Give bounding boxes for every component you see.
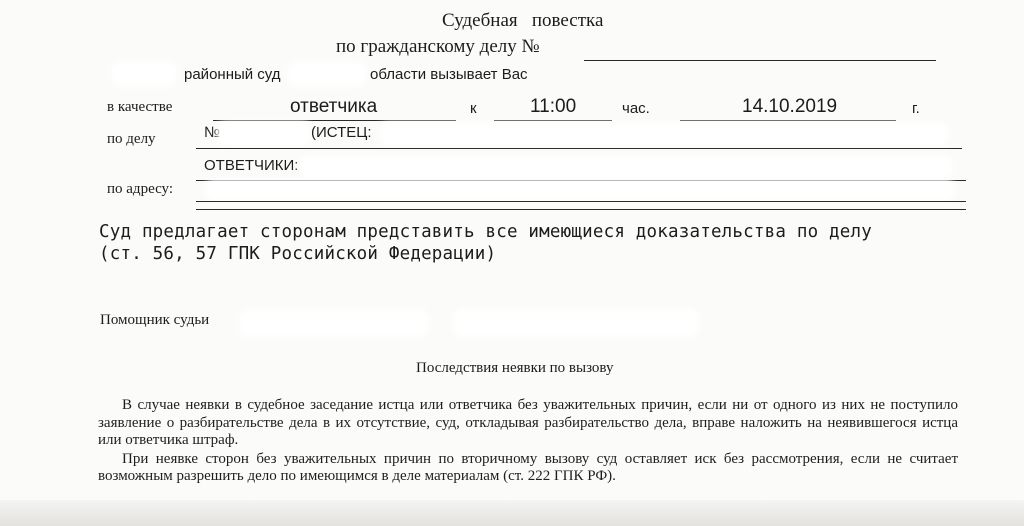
number-sign: № [204, 124, 221, 141]
role-line [213, 120, 456, 121]
address-line [196, 201, 966, 202]
role-label: в качестве [107, 99, 173, 115]
date-value: 14.10.2019 [742, 96, 838, 117]
redacted-assistant-name [244, 314, 424, 332]
consequences-paragraph-2: При неявке сторон без уважительных причин по вторичному вызову суд оставляет иск без рассмотрения, если не считает возможным разрешить дело по имеющимся в деле материалам (ст. 222 ГПК РФ). [98, 450, 958, 484]
court-region-label: области вызывает Вас [370, 66, 528, 83]
redacted-court-name [116, 66, 172, 82]
address-line-2 [196, 209, 966, 210]
time-value: 11:00 [530, 96, 577, 117]
consequences-paragraph-1: В случае неявки в судебное заседание истца или ответчика без уважительных причин, если ни от одного из них не поступило заявление о разбирательстве дела в их отсутствие, суд, откладывая разбирательство дела, вправе наложить на неявившегося истца или ответчика штраф. [98, 397, 958, 448]
case-line [196, 148, 962, 149]
address-label: по адресу: [107, 181, 174, 197]
redacted-assistant-signature [458, 314, 694, 332]
defendants-label: ОТВЕТЧИКИ: [204, 157, 299, 174]
court-district-label: районный суд [184, 66, 281, 83]
assistant-label: Помощник судьи [100, 312, 210, 328]
redacted-case-number [222, 126, 306, 141]
redacted-plaintiff [384, 127, 944, 141]
time-line [494, 120, 612, 121]
redacted-region-name [292, 67, 362, 82]
consequences-heading: Последствия неявки по вызову [416, 360, 614, 376]
case-number-line [584, 60, 936, 61]
role-value: ответчика [290, 96, 378, 117]
document-title: Судебная повестка [442, 10, 604, 31]
time-prefix: к [470, 100, 477, 117]
hour-label: час. [622, 100, 650, 117]
consequences-text [98, 397, 958, 486]
case-number-label: по гражданскому делу № [336, 36, 540, 57]
redacted-address [210, 184, 950, 196]
plaintiff-label: (ИСТЕЦ: [311, 124, 372, 141]
notice-line-1: Суд предлагает сторонам представить все имеющиеся доказательства по делу [99, 222, 872, 242]
year-suffix: г. [912, 100, 920, 117]
redacted-defendants [304, 160, 948, 174]
date-line [680, 120, 896, 121]
case-label: по делу [107, 131, 156, 147]
defendants-line [196, 180, 966, 181]
paper-edge [0, 500, 1024, 526]
notice-line-2: (ст. 56, 57 ГПК Российской Федерации) [99, 244, 497, 264]
